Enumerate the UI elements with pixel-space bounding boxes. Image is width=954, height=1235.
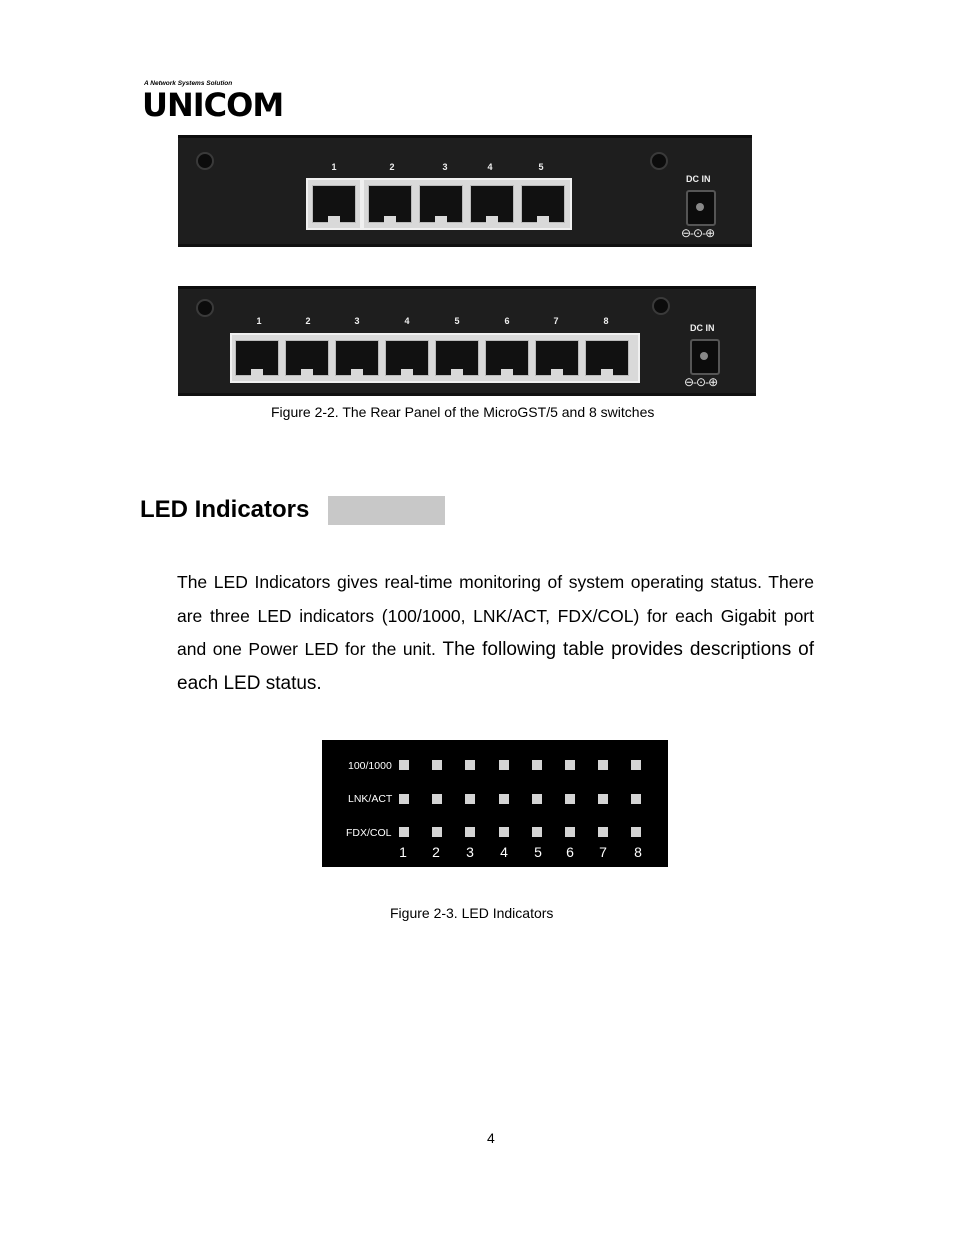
polarity-symbol: ⊖-⊙-⊕ [684,375,718,389]
port-number: 3 [442,162,448,172]
page-number: 4 [487,1130,495,1146]
section-heading: LED Indicators [140,496,310,523]
ethernet-port-2 [285,340,329,376]
port-frame [362,178,572,230]
port-frame [230,333,640,383]
rear-panel-8-port [178,286,756,396]
ethernet-port-3 [419,185,463,223]
led-port-number: 5 [534,844,542,860]
body-text-part1: The LED Indicators gives real-time monitoring of system operating status. There are three LED indicators (100/1000, LNK/ACT, FDX/COL) for each Gigabit port and one Power LED for the unit. [177,572,814,659]
led-fdx-col-port-7 [598,827,608,837]
led-100-1000-port-7 [598,760,608,770]
port-frame [306,178,362,230]
ethernet-port-8 [585,340,629,376]
led-fdx-col-port-8 [631,827,641,837]
led-port-number: 6 [566,844,574,860]
led-row-label: LNK/ACT [348,793,393,805]
unicom-logo [142,80,288,126]
logo-wordmark: UNICOM [142,86,284,124]
body-text-part2: The following table provides descriptions of each LED status. [177,639,815,694]
ethernet-port-2 [368,185,412,223]
rear-panel-5-port [178,135,752,247]
led-100-1000-port-4 [499,760,509,770]
dc-power-jack [686,190,716,226]
led-fdx-col-port-5 [532,827,542,837]
led-fdx-col-port-6 [565,827,575,837]
led-port-number: 1 [399,844,407,860]
port-number: 5 [454,316,460,326]
led-row-label: FDX/COL [346,827,392,839]
ethernet-port-3 [335,340,379,376]
led-100-1000-port-6 [565,760,575,770]
led-lnk-act-port-7 [598,794,608,804]
port-number: 1 [256,316,262,326]
heading-highlight-bar [328,496,445,525]
screw-icon [196,152,214,170]
ethernet-port-4 [470,185,514,223]
led-lnk-act-port-3 [465,794,475,804]
figure-2-2-caption: Figure 2-2. The Rear Panel of the MicroGST/5 and 8 switches [271,404,655,420]
ethernet-port-6 [485,340,529,376]
led-lnk-act-port-6 [565,794,575,804]
led-100-1000-port-1 [399,760,409,770]
led-row-label: 100/1000 [348,760,392,772]
port-number: 7 [553,316,559,326]
dc-power-jack [690,339,720,375]
figure-2-3-caption: Figure 2-3. LED Indicators [390,905,554,921]
led-lnk-act-port-1 [399,794,409,804]
port-number: 1 [331,162,337,172]
port-number: 5 [538,162,544,172]
led-100-1000-port-3 [465,760,475,770]
led-lnk-act-port-5 [532,794,542,804]
led-port-number: 8 [634,844,642,860]
led-port-number: 3 [466,844,474,860]
logo-tagline: A Network Systems Solution [144,80,233,87]
led-100-1000-port-8 [631,760,641,770]
led-fdx-col-port-2 [432,827,442,837]
ethernet-port-1 [312,185,356,223]
screw-icon [196,299,214,317]
screw-icon [652,297,670,315]
port-number: 2 [305,316,311,326]
dc-in-label: DC IN [690,323,715,333]
port-number: 8 [603,316,609,326]
led-indicator-panel [322,740,668,867]
led-fdx-col-port-1 [399,827,409,837]
led-lnk-act-port-2 [432,794,442,804]
led-port-number: 7 [599,844,607,860]
port-number: 6 [504,316,510,326]
port-number: 2 [389,162,395,172]
screw-icon [650,152,668,170]
led-lnk-act-port-8 [631,794,641,804]
led-port-number: 4 [500,844,508,860]
led-100-1000-port-2 [432,760,442,770]
ethernet-port-1 [235,340,279,376]
ethernet-port-4 [385,340,429,376]
ethernet-port-5 [521,185,565,223]
polarity-symbol: ⊖-⊙-⊕ [681,226,715,240]
ethernet-port-7 [535,340,579,376]
led-100-1000-port-5 [532,760,542,770]
port-number: 4 [487,162,493,172]
led-fdx-col-port-4 [499,827,509,837]
led-fdx-col-port-3 [465,827,475,837]
body-paragraph [177,566,814,700]
led-lnk-act-port-4 [499,794,509,804]
port-number: 4 [404,316,410,326]
led-port-number: 2 [432,844,440,860]
port-number: 3 [354,316,360,326]
ethernet-port-5 [435,340,479,376]
dc-in-label: DC IN [686,174,711,184]
